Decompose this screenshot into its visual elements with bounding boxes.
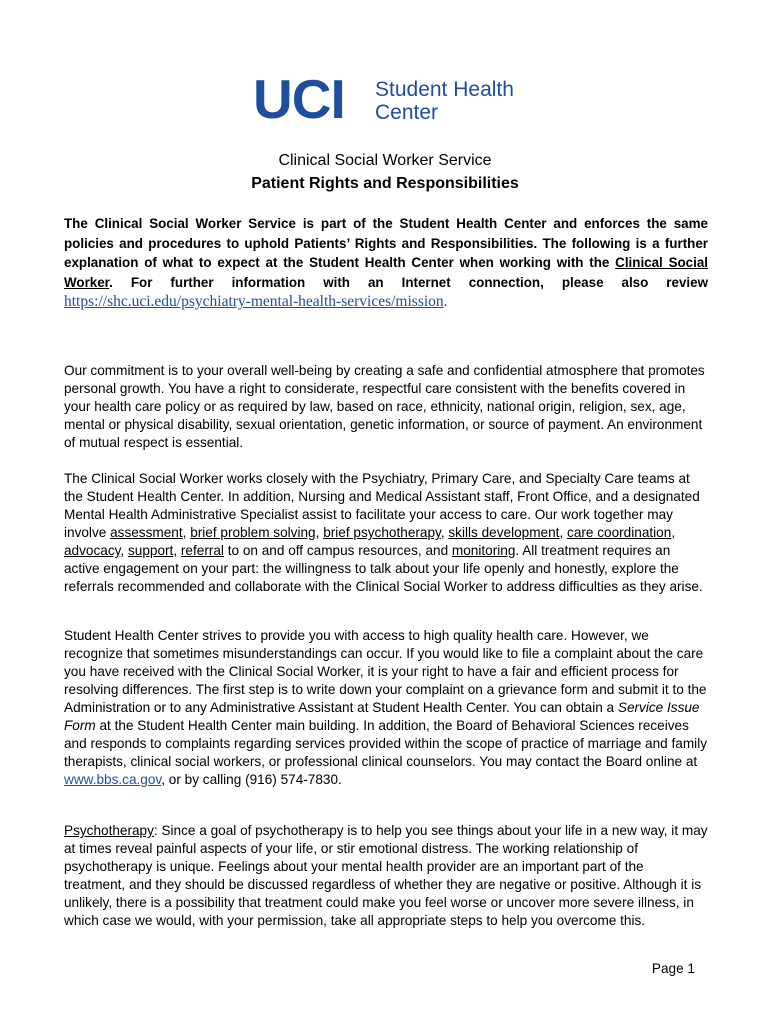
collaboration-paragraph: The Clinical Social Worker works closely with the Psychiatry, Primary Care, and Specialty Care teams at the Student Health Center. In addition, Nursing and Medical Assistant staff, Front Office, and a designated Mental Health Administrative Specialist assist to facilitate your access to care. Our work together may involve assessment, brief problem solving, brief psychotherapy, skills development, care coordination, advocacy, support, referral to on and off campus resources, and monitoring. All treatment requires an active engagement on your part: the willingness to talk about your life openly and honestly, explore the referrals recommended and collaborate with the Clinical Social Worker to address difficulties as they arise. (64, 471, 703, 594)
p2-text-1: The Clinical Social Worker works closely with the Psychiatry, Primary Care, and Specialty Care teams at the Student Health Center. In addition, Nursing and Medical Assistant staff, Front Office, and a designated Mental Health Administrative Specialist assist to facilitate your access to care. Our work together may involve (64, 471, 700, 540)
p3-text-2: at the Student Health Center main building. In addition, the Board of Behavioral Sciences receives and responds to complaints regarding services provided within the scope of practice of marriage and family therapists, clinical social workers, or professional clinical counselors. You may contact the Board online at (64, 718, 708, 769)
intro-paragraph (64, 214, 708, 312)
term-support: support (127, 543, 174, 558)
service-title: Clinical Social Worker Service (278, 152, 492, 169)
p3-text-3: , or by calling (916) 574-7830. (161, 772, 342, 787)
logo-line2: Center (375, 101, 439, 124)
intro-underlined-term: Clinical Social Worker (64, 255, 709, 290)
intro-text-2: . For further information with an Internet connection, please also review (109, 274, 708, 290)
term-skills-development: skills development (448, 525, 560, 540)
psychotherapy-heading: Psychotherapy (64, 823, 154, 838)
bbs-link[interactable]: www.bbs.ca.gov (64, 772, 162, 787)
document-title: Patient Rights and Responsibilities (251, 175, 519, 192)
logo-line1: Student Health (375, 78, 514, 101)
service-issue-form-name: Service Issue Form (64, 700, 700, 733)
psychotherapy-text: : Since a goal of psychotherapy is to help you see things about your life in a new way, it may at times reveal painful aspects of your life, or stir emotional distress. The working relationship of psychotherapy is unique. Feelings about your mental health provider are an important part of the treatment, and they should be discussed regardless of whether they are negative or positive. Although it is unlikely, there is a possibility that treatment could make you feel worse or uncover more severe illness, in which case we would, with your permission, take all appropriate steps to help you overcome this. (64, 823, 708, 928)
p2-text-2: to on and off campus resources, and (223, 543, 452, 558)
term-monitoring: monitoring (451, 543, 516, 558)
term-brief-problem-solving: brief problem solving (190, 525, 316, 540)
term-assessment: assessment (110, 525, 183, 540)
term-care-coordination: care coordination (567, 525, 672, 540)
page-number: Page 1 (651, 961, 695, 976)
term-referral: referral (180, 543, 224, 558)
p2-text-3: . All treatment requires an active engagement on your part: the willingness to talk about your life openly and honestly, explore the referrals recommended and collaborate with the Clinical Social Worker to address difficulties as they arise. (64, 543, 703, 594)
intro-end: . (443, 293, 448, 310)
intro-text-1: The Clinical Social Worker Service is part of the Student Health Center and enforces the same policies and procedures to uphold Patients’ Rights and Responsibilities. The following is a further explanation of what to expect at the Student Health Center when working with the (64, 216, 708, 270)
term-brief-psychotherapy: brief psychotherapy (323, 525, 441, 540)
logo-center-name (375, 78, 514, 124)
psychotherapy-paragraph (64, 822, 708, 930)
logo-uci-wordmark: UCI (253, 68, 345, 130)
commitment-paragraph: Our commitment is to your overall well-being by creating a safe and confidential atmosphere that promotes personal growth. You have a right to considerate, respectful care consistent with the benefits covered in your health care policy or as required by law, based on race, ethnicity, national origin, religion, sex, age, mental or physical disability, sexual orientation, genetic information, or source of payment. An environment of mutual respect is essential. (64, 363, 705, 450)
complaints-paragraph (64, 627, 708, 789)
p3-text-1: Student Health Center strives to provide you with access to high quality health care. However, we recognize that sometimes misunderstandings can occur. If you would like to file a complaint about the care you have received with the Clinical Social Worker, it is your right to have a fair and efficient process for resolving differences. The first step is to write down your complaint on a grievance form and submit it to the Administration or to any Administrative Assistant at Student Health Center. You can obtain a (64, 628, 707, 715)
mission-link[interactable]: https://shc.uci.edu/psychiatry-mental-health-services/mission (64, 293, 444, 310)
term-advocacy: advocacy (64, 543, 121, 558)
